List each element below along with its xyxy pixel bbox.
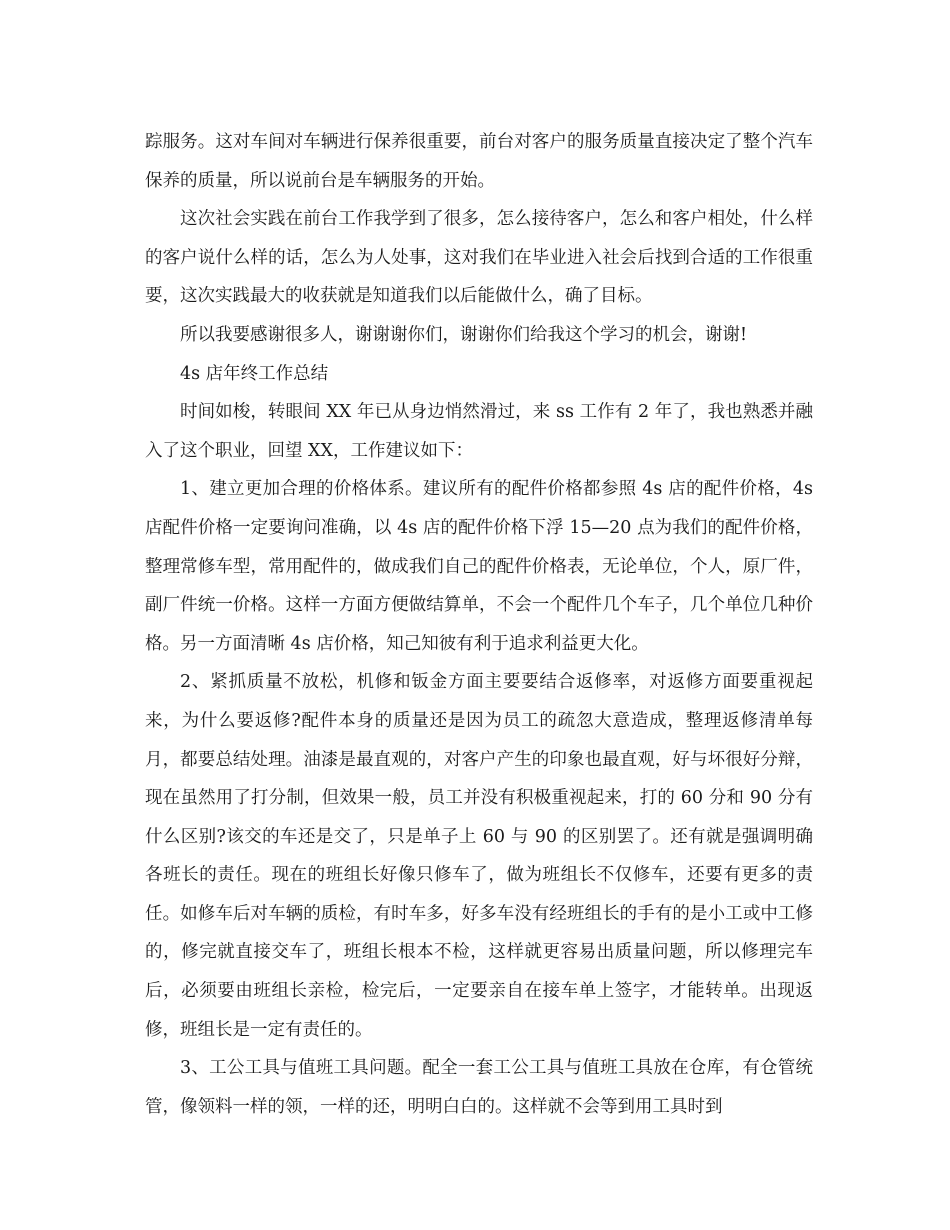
document-body (145, 123, 813, 1126)
paragraph-intro: 时间如梭，转眼间 XX 年已从身边悄然滑过，来 ss 工作有 2 年了，我也熟悉并融入了这个职业，回望 XX，工作建议如下： (145, 402, 813, 461)
paragraph-thanks: 所以我要感谢很多人，谢谢谢你们，谢谢你们给我这个学习的机会，谢谢! (180, 324, 748, 345)
paragraph-item-3: 3、工公工具与值班工具问题。配全一套工公工具与值班工具放在仓库，有仓管统管，像领料一样的领，一样的还，明明白白的。这样就不会等到用工具时到 (145, 1058, 813, 1117)
section-heading: 4s 店年终工作总结 (180, 363, 329, 384)
paragraph-practice: 这次社会实践在前台工作我学到了很多，怎么接待客户，怎么和客户相处，什么样的客户说什么样的话，怎么为人处事，这对我们在毕业进入社会后找到合适的工作很重要，这次实践最大的收获就是知道我们以后能做什么，确了目标。 (145, 209, 813, 307)
paragraph-item-2: 2、紧抓质量不放松，机修和钣金方面主要要结合返修率，对返修方面要重视起来，为什么要返修?配件本身的质量还是因为员工的疏忽大意造成，整理返修清单每月，都要总结处理。油漆是最直观的，对客户产生的印象也最直观，好与坏很好分辩，现在虽然用了打分制，但效果一般，员工并没有积极重视起来，打的 60 分和 90 分有什么区别?该交的车还是交了，只是单子上 60 与 90 的区别罢了。还有就是强调明确各班长的责任。现在的班组长好像只修车了，做为班组长不仅修车，还要有更多的责任。如修车后对车辆的质检，有时车多，好多车没有经班组长的手有的是小工或中工修的，修完就直接交车了，班组长根本不检，这样就更容易出质量问题，所以修理完车后，必须要由班组长亲检，检完后，一定要亲自在接车单上签字，才能转单。出现返修，班组长是一定有责任的。 (145, 672, 813, 1040)
paragraph-item-1: 1、建立更加合理的价格体系。建议所有的配件价格都参照 4s 店的配件价格，4s 店配件价格一定要询问准确，以 4s 店的配件价格下浮 15—20 点为我们的配件价格，整理常修车型，常用配件的，做成我们自己的配件价格表，无论单位，个人，原厂件，副厂件统一价格。这样一方面方便做结算单，不会一个配件几个车子，几个单位几种价格。另一方面清晰 4s 店价格，知己知彼有利于追求利益更大化。 (145, 479, 813, 654)
paragraph-continuation: 踪服务。这对车间对车辆进行保养很重要，前台对客户的服务质量直接决定了整个汽车保养的质量，所以说前台是车辆服务的开始。 (145, 132, 813, 191)
